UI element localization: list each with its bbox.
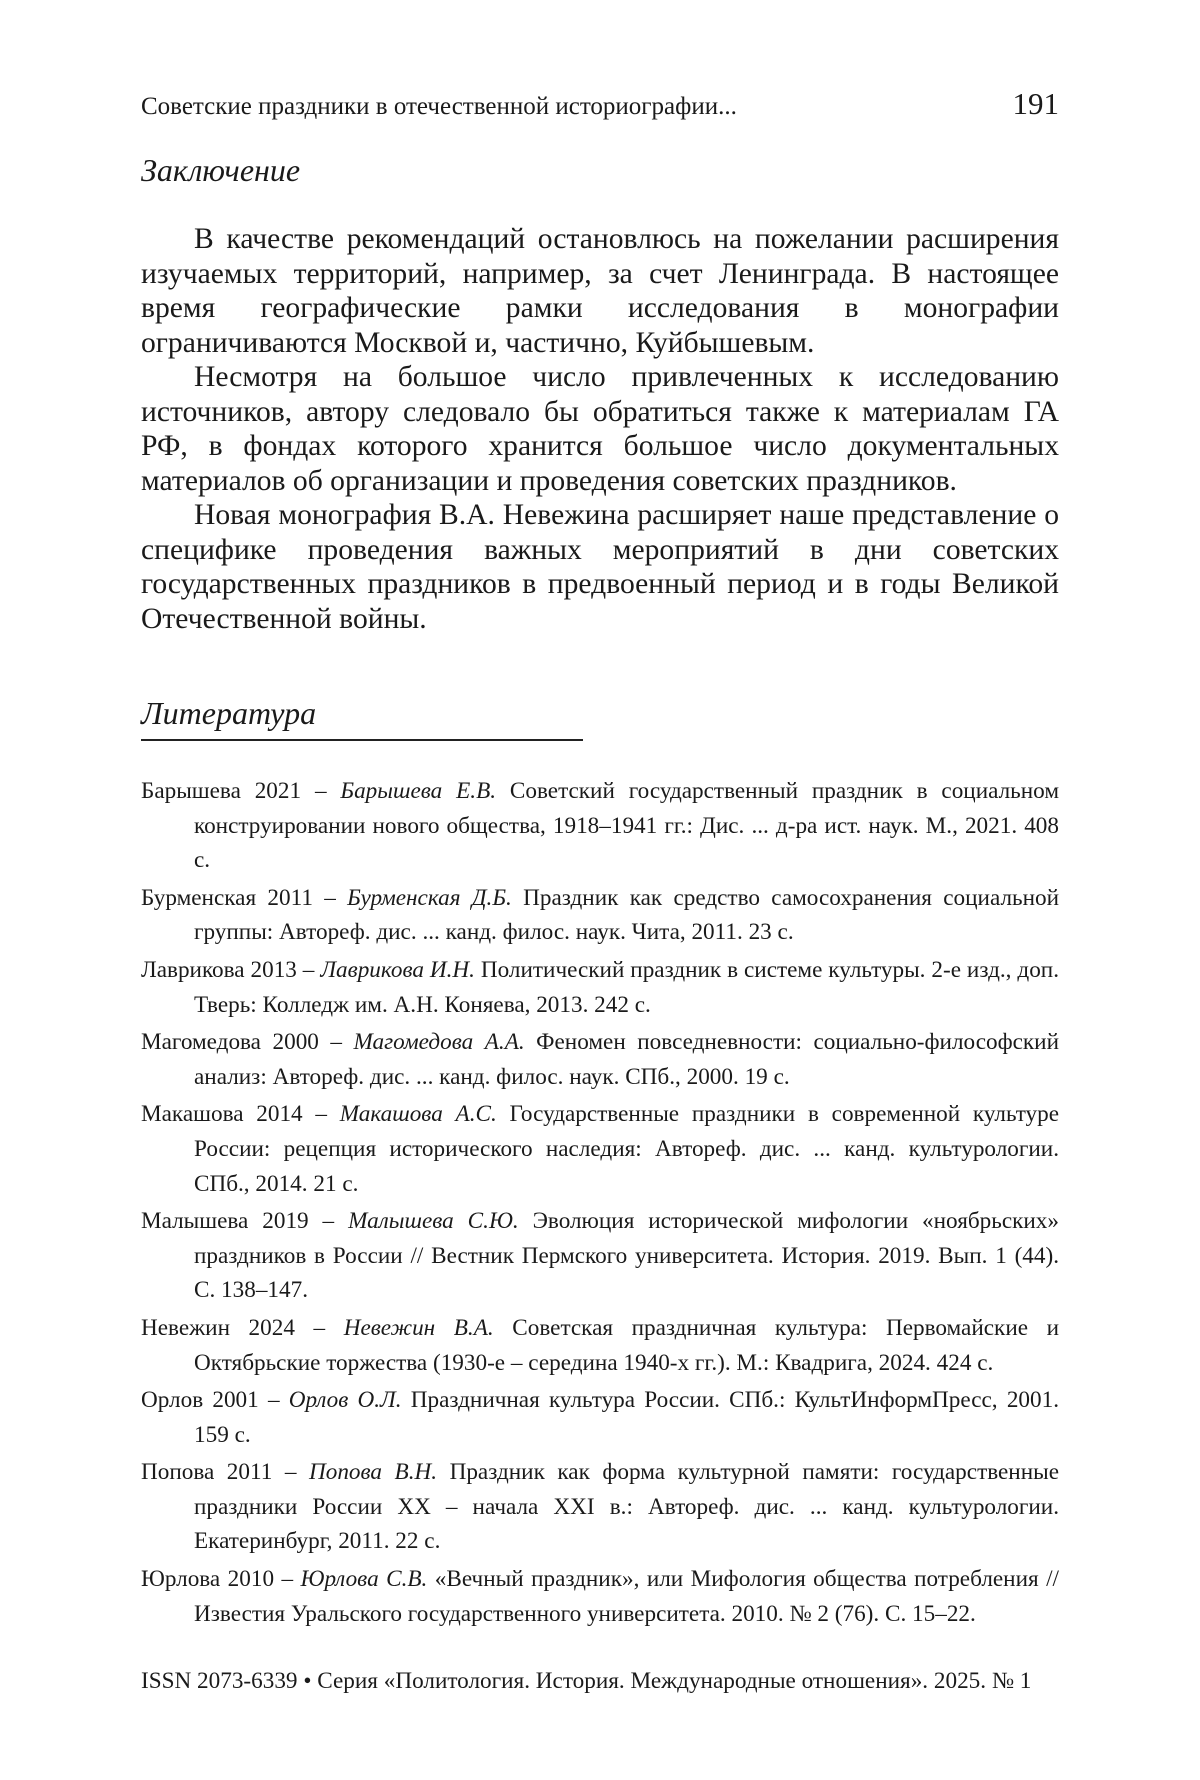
reference-item — [141, 774, 1059, 878]
reference-item — [141, 1383, 1059, 1452]
reference-list — [141, 774, 1059, 1634]
reference-author: Макашова А.С. — [340, 1101, 497, 1127]
reference-key: Попова 2011 – — [141, 1459, 309, 1485]
reference-author: Бурменская Д.Б. — [347, 885, 512, 911]
paragraph: Несмотря на большое число привлеченных к исследованию источников, автору следовало бы обратиться также к материалам ГА РФ, в фондах которого хранится большое число документальных материалов об организации и проведения советских праздников. — [141, 360, 1059, 498]
conclusion-body — [141, 222, 1059, 636]
reference-author: Лаврикова И.Н. — [320, 957, 475, 983]
page-number: 191 — [1013, 86, 1060, 122]
reference-author: Малышева С.Ю. — [348, 1208, 519, 1234]
reference-key: Лаврикова 2013 – — [141, 957, 320, 983]
heading-underline — [141, 739, 583, 741]
reference-text: Праздник как форма культурной памяти: государственные праздники России XX – начала XXI в.: Автореф. дис. ... канд. культурологии. Екатеринбург, 2011. 22 с. — [194, 1459, 1059, 1554]
reference-item — [141, 1097, 1059, 1201]
literature-heading: Литература — [141, 695, 316, 732]
reference-text: Политический праздник в системе культуры. 2-е изд., доп. Тверь: Колледж им. А.Н. Коняева, 2013. 242 с. — [194, 957, 1059, 1018]
reference-author: Магомедова А.А. — [354, 1029, 525, 1055]
reference-author: Попова В.Н. — [309, 1459, 437, 1485]
reference-author: Юрлова С.В. — [301, 1566, 428, 1592]
reference-item — [141, 1204, 1059, 1308]
paragraph: Новая монография В.А. Невежина расширяет наше представление о специфике проведения важных мероприятий в дни советских государственных праздников в предвоенный период и в годы Великой Отечественной войны. — [141, 498, 1059, 636]
reference-text: Феномен повседневности: социально-философский анализ: Автореф. дис. ... канд. филос. наук. СПб., 2000. 19 с. — [194, 1029, 1059, 1090]
reference-author: Невежин В.А. — [344, 1315, 494, 1341]
running-header — [141, 86, 1059, 126]
journal-footer: ISSN 2073-6339 • Серия «Политология. История. Международные отношения». 2025. № 1 — [141, 1668, 1059, 1695]
reference-text: Советская праздничная культура: Первомайские и Октябрьские торжества (1930-е – середина 1940-х гг.). М.: Квадрига, 2024. 424 с. — [194, 1315, 1059, 1376]
reference-key: Магомедова 2000 – — [141, 1029, 354, 1055]
reference-item — [141, 1025, 1059, 1094]
reference-author: Орлов О.Л. — [289, 1387, 402, 1413]
reference-text: «Вечный праздник», или Мифология общества потребления // Известия Уральского государственного университета. 2010. № 2 (76). С. 15–22. — [194, 1566, 1059, 1627]
reference-item — [141, 1562, 1059, 1631]
reference-item — [141, 1311, 1059, 1380]
reference-text: Советский государственный праздник в социальном конструировании нового общества, 1918–1941 гг.: Дис. ... д-ра ист. наук. М., 2021. 408 с. — [194, 778, 1059, 873]
reference-item — [141, 953, 1059, 1022]
reference-item — [141, 881, 1059, 950]
reference-key: Юрлова 2010 – — [141, 1566, 301, 1592]
reference-key: Орлов 2001 – — [141, 1387, 289, 1413]
reference-key: Невежин 2024 – — [141, 1315, 344, 1341]
conclusion-heading: Заключение — [141, 152, 300, 189]
reference-author: Барышева Е.В. — [340, 778, 496, 804]
running-title: Советские праздники в отечественной историографии... — [141, 93, 737, 121]
paragraph: В качестве рекомендаций остановлюсь на пожелании расширения изучаемых территорий, например, за счет Ленинграда. В настоящее время географические рамки исследования в монографии ограничиваются Москвой и, частично, Куйбышевым. — [141, 222, 1059, 360]
reference-text: Праздник как средство самосохранения социальной группы: Автореф. дис. ... канд. филос. наук. Чита, 2011. 23 с. — [194, 885, 1059, 946]
reference-text: Эволюция исторической мифологии «ноябрьских» праздников в России // Вестник Пермского университета. История. 2019. Вып. 1 (44). С. 138–147. — [194, 1208, 1059, 1303]
reference-key: Барышева 2021 – — [141, 778, 340, 804]
reference-text: Государственные праздники в современной культуре России: рецепция исторического наследия: Автореф. дис. ... канд. культурологии. СПб., 2014. 21 с. — [194, 1101, 1059, 1196]
reference-item — [141, 1455, 1059, 1559]
reference-text: Праздничная культура России. СПб.: КультИнформПресс, 2001. 159 с. — [194, 1387, 1059, 1448]
reference-key: Малышева 2019 – — [141, 1208, 348, 1234]
reference-key: Бурменская 2011 – — [141, 885, 347, 911]
journal-page — [0, 0, 1200, 1780]
reference-key: Макашова 2014 – — [141, 1101, 340, 1127]
